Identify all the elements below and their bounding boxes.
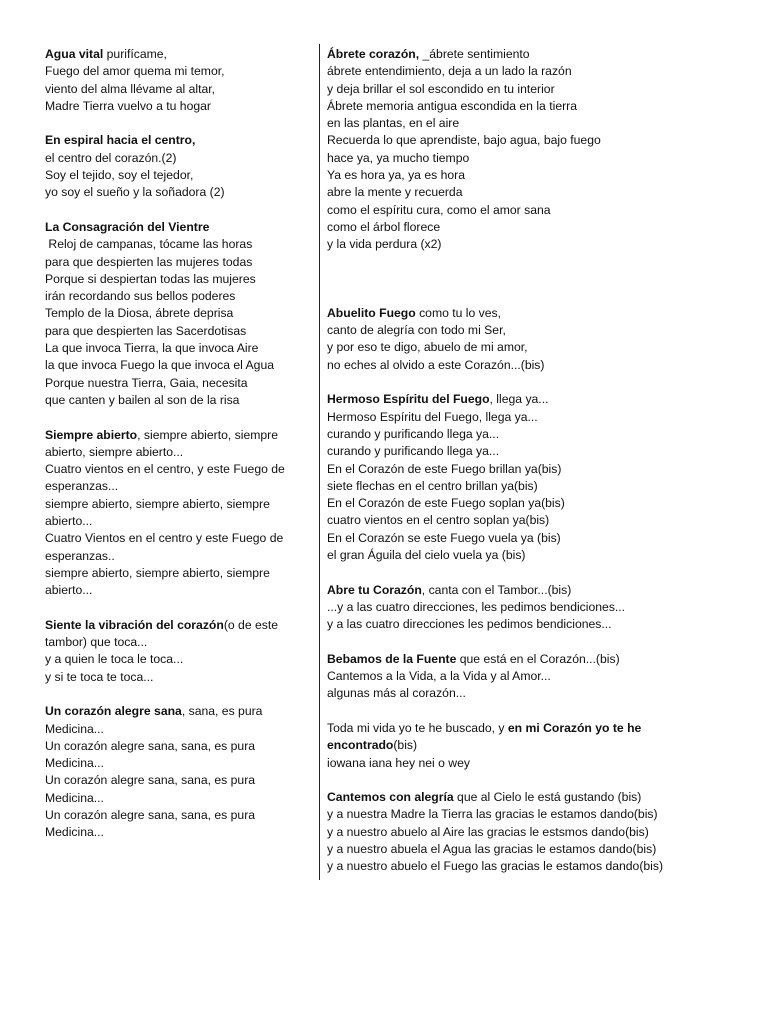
lyric-line [45,375,300,392]
song-title: Ábrete corazón, [327,47,420,61]
lyric-text: y a las cuatro direcciones les pedimos bendiciones... [327,617,612,632]
lyric-text: como tu lo ves, [415,305,502,320]
lyric-text: , canta con el Tambor...(bis) [421,582,572,597]
lyric-text: canto de alegría con todo mi Ser, [327,323,506,338]
lyric-text: Madre Tierra vuelvo a tu hogar [45,98,211,113]
song-block [45,427,300,600]
lyric-text: ...y a las cuatro direcciones, les pedimos bendiciones... [327,599,626,614]
lyric-line [45,98,300,115]
song-block [327,391,747,564]
song-block [45,617,300,686]
lyric-text: y deja brillar el sol escondido en tu interior [327,81,555,96]
lyric-text: La que invoca Tierra, la que invoca Aire [45,341,259,356]
lyric-line [327,512,747,529]
lyric-line [45,548,300,565]
lyric-text: el centro del corazón.(2) [45,150,177,165]
lyric-line [45,565,300,582]
lyric-bold-text: en mi Corazón yo te he [507,720,642,735]
lyric-text: viento del alma llévame al altar, [45,81,216,96]
lyric-text: esperanzas... [45,479,119,494]
song-title: En espiral hacia el centro, [45,133,196,148]
lyric-line [327,858,747,875]
lyric-text: no eches al olvido a este Corazón...(bis) [327,357,545,372]
song-title: Agua vital [45,47,104,61]
lyric-text: Cantemos a la Vida, a la Vida y al Amor... [327,669,551,684]
lyric-line [45,357,300,374]
lyric-text: En el Corazón de este Fuego brillan ya(bis) [327,461,562,476]
lyric-line [45,634,300,651]
song-title: Cantemos con alegría [327,790,454,805]
left-column [45,46,300,859]
lyric-line [327,322,747,339]
lyric-line [327,461,747,478]
lyric-line [327,495,747,512]
song-title: encontrado [327,738,394,753]
lyric-line [45,530,300,547]
lyric-line [327,547,747,564]
song-title: Abuelito Fuego [327,305,416,320]
song-block [45,46,300,115]
lyric-line [45,219,300,236]
lyric-text: y la vida perdura (x2) [327,237,442,252]
lyric-text: algunas más al corazón... [327,686,466,701]
lyric-line [45,772,300,789]
song-block [45,132,300,201]
lyric-line [327,167,747,184]
lyric-text: abre la mente y recuerda [327,185,463,200]
lyric-text: En el Corazón se este Fuego vuela ya (bis) [327,530,561,545]
lyric-text: Medicina... [45,790,104,805]
lyric-line [327,824,747,841]
lyric-line [45,703,300,720]
lyric-line [45,167,300,184]
song-title: Bebamos de la Fuente [327,651,457,666]
lyric-line [327,236,747,253]
lyric-text: , siempre abierto, siempre [137,427,279,442]
lyric-line [327,737,747,754]
lyric-line [45,305,300,322]
lyric-text: Medicina... [45,756,104,771]
lyric-text: , llega ya... [489,392,549,407]
lyric-text: y a nuestro abuelo el Fuego las gracias le estamos dando(bis) [327,859,664,874]
right-column [327,46,747,893]
lyric-text: Templo de la Diosa, ábrete deprisa [45,306,234,321]
lyric-text: irán recordando sus bellos poderes [45,289,236,304]
lyric-text: el gran Águila del cielo vuela ya (bis) [327,548,526,563]
lyric-text: Porque nuestra Tierra, Gaia, necesita [45,375,248,390]
lyric-text: Medicina... [45,825,104,840]
lyric-line [327,98,747,115]
lyric-line [45,46,300,63]
lyric-text: hace ya, ya mucho tiempo [327,150,470,165]
song-title: Siempre abierto [45,427,138,442]
lyric-line [45,721,300,738]
column-divider [319,44,320,880]
lyric-text: Cuatro vientos en el centro, y este Fuego de [45,462,285,477]
lyric-line [327,755,747,772]
song-title: Un corazón alegre sana [45,704,182,719]
lyric-text: que al Cielo le está gustando (bis) [453,790,642,805]
lyric-text: Toda mi vida yo te he buscado, y [327,720,508,735]
song-block [327,720,747,772]
lyric-text: Reloj de campanas, tócame las horas [45,237,253,252]
lyric-text: cuatro vientos en el centro soplan ya(bis) [327,513,550,528]
lyric-text: Fuego del amor quema mi temor, [45,64,225,79]
lyric-text: siempre abierto, siempre abierto, siempre [45,565,270,580]
lyric-line [45,755,300,772]
song-block [327,305,747,374]
lyric-line [327,806,747,823]
spacer [327,271,747,305]
lyric-text: para que despierten las Sacerdotisas [45,323,247,338]
song-block [327,46,747,254]
lyric-line [45,323,300,340]
lyric-line [45,254,300,271]
lyric-line [45,478,300,495]
lyric-text: esperanzas.. [45,548,115,563]
lyric-text: iowana iana hey nei o wey [327,755,470,770]
lyric-text: tambor) que toca... [45,635,148,650]
lyric-text: en las plantas, en el aire [327,116,460,131]
lyric-line [45,184,300,201]
lyric-text: y a nuestro abuela el Agua las gracias le estamos dando(bis) [327,842,657,857]
song-title: Hermoso Espíritu del Fuego [327,392,490,407]
lyric-line [45,271,300,288]
lyric-line [45,132,300,149]
lyric-line [327,81,747,98]
lyric-line [327,426,747,443]
lyric-line [45,150,300,167]
lyric-text: y si te toca te toca... [45,669,154,684]
lyric-line [327,46,747,63]
lyric-line [45,496,300,513]
lyric-line [327,841,747,858]
song-block [327,789,747,875]
lyric-line [45,392,300,409]
lyric-line [327,202,747,219]
lyric-line [45,288,300,305]
lyric-text: Soy el tejido, soy el tejedor, [45,168,194,183]
lyric-text: abierto, siempre abierto... [45,444,184,459]
song-block [327,651,747,703]
lyric-text: y a nuestro abuelo al Aire las gracias le estsmos dando(bis) [327,824,649,839]
lyric-text: (bis) [393,738,418,753]
lyric-text: la que invoca Fuego la que invoca el Agua [45,358,275,373]
lyric-line [327,115,747,132]
lyric-line [327,789,747,806]
lyric-line [45,513,300,530]
lyric-text: Ya es hora ya, ya es hora [327,168,465,183]
song-block [327,582,747,634]
lyric-line [327,150,747,167]
lyric-text: y por eso te digo, abuelo de mi amor, [327,340,528,355]
lyric-text: Porque si despiertan todas las mujeres [45,271,256,286]
lyric-line [327,305,747,322]
lyric-line [327,530,747,547]
lyric-line [327,409,747,426]
lyric-line [45,617,300,634]
lyric-line [45,340,300,357]
lyric-text: como el árbol florece [327,219,441,234]
lyric-line [45,63,300,80]
lyric-line [327,582,747,599]
lyric-line [45,427,300,444]
lyric-text: Un corazón alegre sana, sana, es pura [45,738,256,753]
lyric-text: siete flechas en el centro brillan ya(bis) [327,478,538,493]
lyric-line [327,668,747,685]
song-title: Abre tu Corazón [327,582,422,597]
lyric-line [327,391,747,408]
lyric-text: como el espíritu cura, como el amor sana [327,202,551,217]
lyric-line [327,685,747,702]
lyric-line [45,461,300,478]
lyric-line [45,582,300,599]
lyric-text: ábrete entendimiento, deja a un lado la razón [327,64,572,79]
lyric-text: Ábrete memoria antigua escondida en la tierra [327,98,577,113]
lyric-text: Un corazón alegre sana, sana, es pura [45,773,256,788]
lyric-text: que está en el Corazón...(bis) [456,651,620,666]
lyric-text: Medicina... [45,721,104,736]
lyric-line [327,651,747,668]
lyric-line [327,63,747,80]
lyric-line [327,599,747,616]
lyric-text: y a quien le toca le toca... [45,652,184,667]
lyric-text: _ábrete sentimiento [419,47,530,61]
lyric-line [327,339,747,356]
lyric-text: , sana, es pura [181,704,263,719]
lyric-line [327,478,747,495]
lyric-line [45,824,300,841]
lyric-text: Hermoso Espíritu del Fuego, llega ya... [327,409,538,424]
lyric-text: Recuerda lo que aprendiste, bajo agua, bajo fuego [327,133,601,148]
lyric-line [327,357,747,374]
lyric-line [45,807,300,824]
lyric-line [327,616,747,633]
lyric-text: curando y purificando llega ya... [327,426,500,441]
lyric-line [327,132,747,149]
lyric-text: En el Corazón de este Fuego soplan ya(bis) [327,496,565,511]
lyric-line [327,184,747,201]
lyric-text: yo soy el sueño y la soñadora (2) [45,185,225,200]
lyric-line [45,236,300,253]
lyric-text: que canten y bailen al son de la risa [45,392,240,407]
song-block [45,219,300,409]
lyric-line [45,738,300,755]
song-title: La Consagración del Vientre [45,219,210,234]
lyric-line [45,790,300,807]
lyric-line [327,219,747,236]
lyric-text: Cuatro Vientos en el centro y este Fuego de [45,531,284,546]
lyric-text: para que despierten las mujeres todas [45,254,253,269]
lyric-line [45,444,300,461]
lyric-text: (o de este [223,617,279,632]
lyric-line [45,651,300,668]
lyric-line [45,669,300,686]
lyric-text: curando y purificando llega ya... [327,444,500,459]
lyric-text: y a nuestra Madre la Tierra las gracias le estamos dando(bis) [327,807,658,822]
lyric-line [45,81,300,98]
lyric-text: purifícame, [103,47,167,61]
lyric-text: abierto... [45,583,93,598]
song-block [45,703,300,841]
lyric-text: abierto... [45,514,93,529]
lyric-line [327,720,747,737]
song-title: Siente la vibración del corazón [45,617,224,632]
lyric-text: siempre abierto, siempre abierto, siempre [45,496,270,511]
lyric-text: Un corazón alegre sana, sana, es pura [45,808,256,823]
lyric-line [327,443,747,460]
